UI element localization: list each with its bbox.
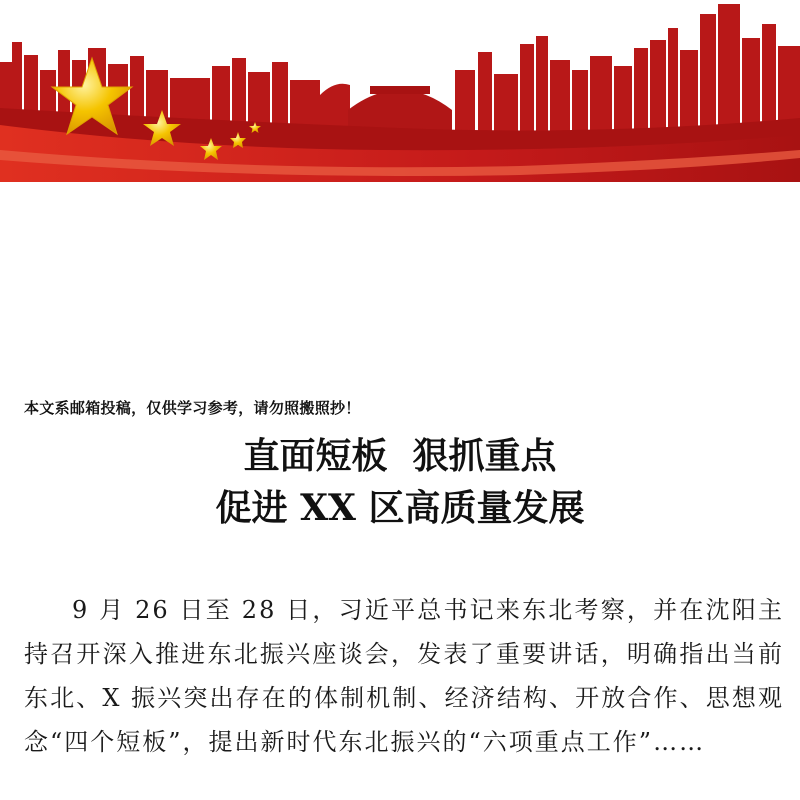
city-skyline-illustration — [0, 0, 800, 190]
page-title-line-2: 促进 XX 区高质量发展 — [215, 487, 585, 529]
body-paragraph: 9 月 26 日至 28 日，习近平总书记来东北考察，并在沈阳主持召开深入推进东北振兴座谈会，发表了重要讲话，明确指出当前东北、X 振兴突出存在的体制机制、经济结构、开放合作、思想观念“四个短板”，提出新时代东北振兴的“六项重点工作”…… — [24, 596, 784, 756]
header-banner — [0, 0, 800, 190]
submission-note: 本文系邮箱投稿，仅供学习参考，请勿照搬照抄！ — [24, 399, 361, 417]
page-title-line-1: 直面短板 狠抓重点 — [243, 435, 557, 477]
